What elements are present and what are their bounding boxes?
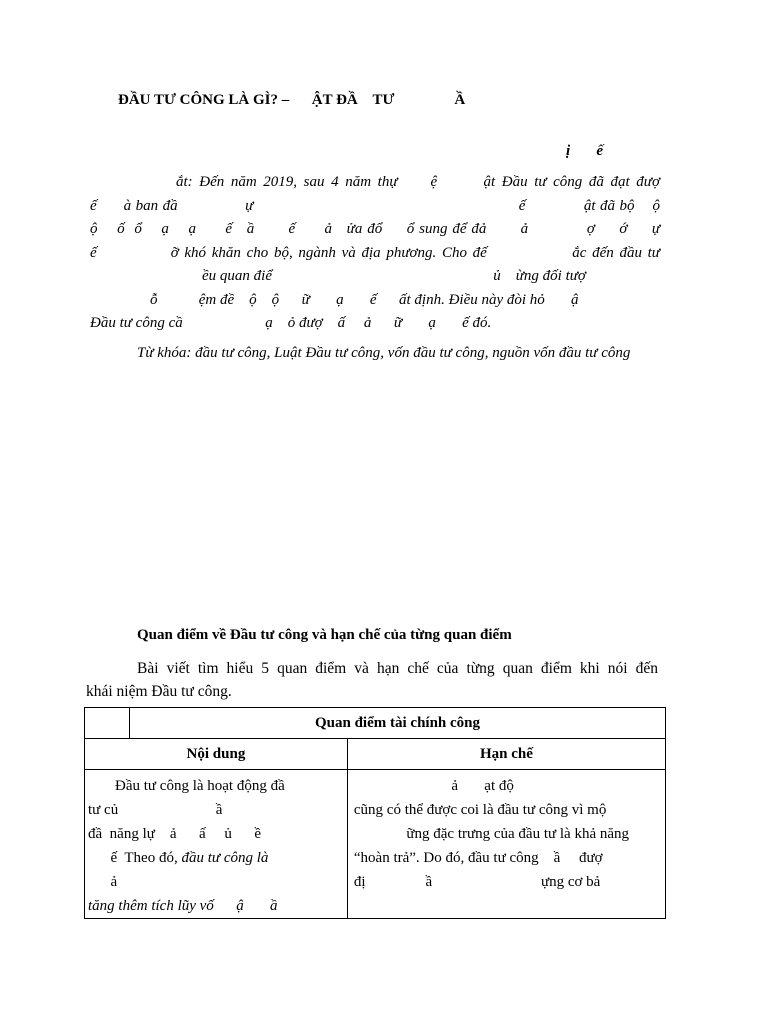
cell-line: ả ạt độ: [353, 778, 514, 794]
cell-line: ả: [88, 874, 118, 890]
cell-line: đị ầ ựng cơ bả: [353, 874, 601, 890]
cell-line: “hoàn trả”. Do đó, đầu tư công ầ đượ: [353, 850, 603, 866]
limitation-cell: [347, 770, 665, 919]
abstract-line: ế ỡ khó khăn cho bộ, ngành và địa phương. Cho đế ắc đến đầu tư: [90, 244, 660, 261]
column-header-content: Nội dung: [85, 739, 348, 770]
table-column-header-row: [85, 739, 666, 770]
keywords: Từ khóa: đầu tư công, Luật Đầu tư công, vốn đầu tư công, nguồn vốn đầu tư công: [137, 345, 631, 361]
intro-line: khái niệm Đầu tư công.: [86, 683, 232, 700]
abstract-line: ế à ban đầ ự ế ật đã bộ ộ: [90, 197, 660, 214]
table-header-row: [85, 708, 666, 739]
intro-line: Bài viết tìm hiểu 5 quan điểm và hạn chế của từng quan điểm khi nói đến: [137, 660, 658, 677]
table-header-cell: Quan điểm tài chính công: [130, 708, 666, 739]
abstract-line: ỗ ệm đề ộ ộ ữ ạ ế ất định. Điều này đòi hỏ ậ: [150, 291, 579, 308]
abstract-line: Đầu tư công cầ ạ ỏ đượ ấ ả ữ ạ ế đó.: [90, 315, 492, 331]
column-header-limitation: Hạn chế: [347, 739, 665, 770]
cell-line: đầ năng lự ả ấ ủ ề: [88, 826, 262, 842]
content-cell: [85, 770, 348, 919]
abstract-line: ều quan điể ủ ừng đối tượ: [202, 268, 586, 284]
abstract-line: ắt: Đến năm 2019, sau 4 năm thự ệ ật Đầu tư công đã đạt đượ: [176, 174, 660, 190]
cell-line: [88, 846, 344, 870]
cell-line: tư củ ầ: [88, 802, 223, 818]
section-heading: Quan điểm về Đầu tư công và hạn chế của từng quan điểm: [137, 627, 512, 643]
table-row: [85, 770, 666, 919]
table-corner-cell: [85, 708, 130, 739]
cell-line: tăng thêm tích lũy vố ậ ầ: [88, 898, 278, 914]
abstract: [90, 171, 660, 336]
document-title: ĐẦU TƯ CÔNG LÀ GÌ? – ẬT ĐẦ TƯ Ầ: [118, 92, 466, 108]
comparison-table: [84, 707, 666, 919]
author-line: ị ế: [566, 143, 604, 159]
cell-italic-text: đầu tư công là: [181, 850, 269, 866]
cell-line: ững đặc trưng của đầu tư là khả năng: [353, 826, 630, 842]
cell-line: Đầu tư công là hoạt động đầ: [115, 778, 285, 794]
cell-line: cũng có thể được coi là đầu tư công vì mộ: [353, 802, 607, 818]
cell-text: ế Theo đó,: [88, 850, 182, 866]
intro-paragraph: [86, 657, 658, 703]
abstract-line: ộ ố ổ ạ ạ ế ầ ế ả ửa đổ ổ sung để đả ả ợ ớ ự: [90, 221, 660, 237]
